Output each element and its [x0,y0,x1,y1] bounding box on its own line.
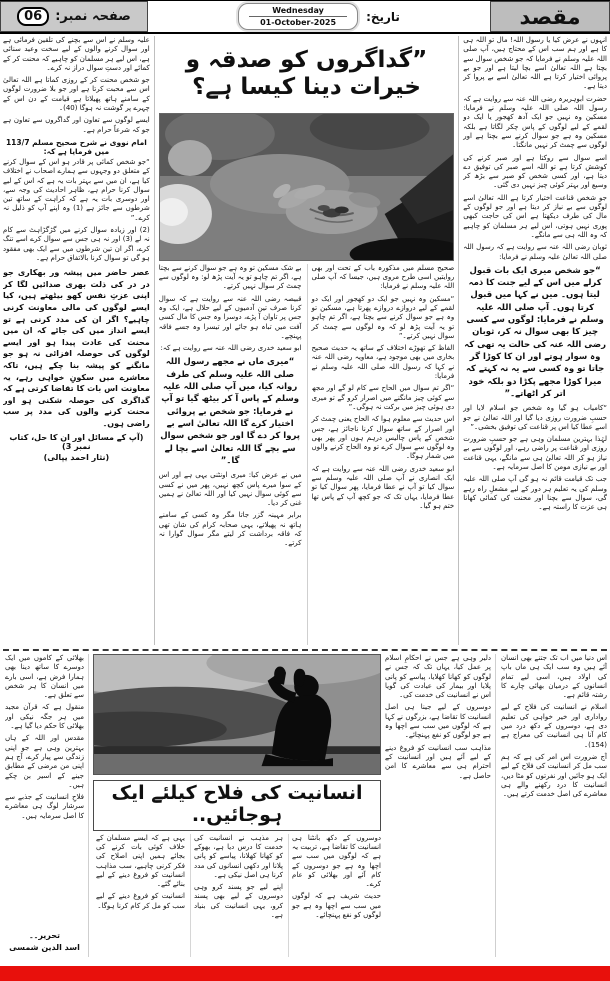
hadith-intro: ثوبان رضی اللہ عنہ سے روایت ہے کہ رسول اللہ صلی اللہ تعالیٰ علیہ وسلم نے فرمایا: [463,243,607,261]
article1-center [159,36,455,645]
body-paragraph: دوسروں کے دکھ بانٹنا ہی انسانیت کا تقاضا ہے، تربیت یہ ہے کہ لوگوں میں سب سے اچھا وہ ہے جو دوسروں کے کام آئے اور بھلائی کو عام کرے۔ [292,833,381,889]
sharh-muslim-reference: امام نووی نے شرح صحیح مسلم 113/7 میں فرمایا ہے کہ: [5,137,147,156]
article2 [0,654,610,957]
body-paragraph: حضرت ابوہریرہ رضی اللہ عنہ سے روایت ہے کہ رسول اللہ صلی اللہ علیہ وسلم نے فرمایا: مسکین وہ نہیں جو ایک آدھ کھجور یا ایک دو لقمے کے لیے لوگوں کے پاس چکر لگاتا ہے بلکہ مسکین وہ ہے جو سوال کرنے سے بچتا ہے اور لوگوں سے چمٹ کر نہیں مانگتا۔ [463,94,607,150]
body-paragraph: جب تک قیامت قائم نہ ہو گی آپ صلی اللہ علیہ وسلم کی یہ تعلیم ہر دور کے لیے مشعلِ راہ رہے گی، سوال سے بچنا اور محنت کی کمائی کھانا ہی عزت کا راستہ ہے۔ [463,475,607,512]
article2-photo [93,654,381,775]
article1-photo [159,113,455,261]
body-paragraph: الفاظ کے تھوڑے اختلاف کے ساتھ یہ حدیث صحیح بخاری میں بھی موجود ہے، معاویہ رضی اللہ عنہ نے کہا کہ رسول اللہ صلی اللہ علیہ وسلم نے فرمایا: [311,344,455,381]
body-paragraph: جو شخص قناعت اختیار کرتا ہے اللہ تعالیٰ اسے لوگوں سے بے نیاز کر دیتا ہے اور جو لوگوں کے مال کی طرف دیکھتا ہے اس کی حاجت کبھی پوری نہیں ہوتی، اس لیے ہر مسلمان کو چاہیے کہ وہ اللہ ہی سے مانگے۔ [463,193,607,239]
article1-col-left [3,36,155,645]
body-paragraph: اپنے لیے جو پسند کرو وہی دوسروں کے لیے بھی پسند کرو، یہی انسانیت کی بنیاد ہے۔ [194,883,283,920]
article2-col-right1 [501,654,607,957]
body-paragraph: میں نے عرض کیا: میری اونٹنی یہی ہے اور اس کے سوا میرے پاس کچھ نہیں، پھر میں نے کسی سے کوئی سوال نہیں کیا اور اللہ تعالیٰ نے ہمیں غنی کر دیا۔ [158,471,302,508]
article-divider-dashed [3,649,607,651]
article1-col-mid-left-rest [159,471,302,548]
article1-col-mid-right [307,264,455,645]
article2-col-bottom3 [93,834,185,957]
date-text: 01-October-2025 [260,18,337,27]
body-paragraph: اس حدیث سے معلوم ہوا کہ الحاح یعنی چمٹ کر اور اصرار کے ساتھ سوال کرنا ناجائز ہے، جس شخص کے پاس چالیس درہم ہوں اور پھر بھی وہ لوگوں سے سوال کرے تو وہ الحاح کرنے والوں میں شمار ہوگا۔ [311,415,455,461]
sharh-muslim-quote: “جو شخص کمائی پر قادر ہو اس کے سوال کرنے کے متعلق دو وجہوں سے ہمارے اصحاب نے اختلاف کیا ہے، ان میں سے بہتر بات یہ ہے کہ اس کے لیے سوال کرنا حرام ہے، ظاہر احادیث کی وجہ سے، اور دوسری بات یہ ہے کہ کراہت کے ساتھ تین شرطوں سے جائز ہے (1) وہ اپنے آپ کو ذلیل نہ کرے۔” [3,157,150,222]
article1-col-mid-left [159,264,302,645]
body-paragraph: (2) اور زیادہ سوال کرنے میں گڑگڑاہٹ سے کام نہ لے (3) اور نہ ہی جس سے سوال کرے اسے تنگ کرے، اگر ان تین شرطوں میں سے ایک بھی مفقود ہو گی تو سوال کرنا بالاتفاق حرام ہے۔ [3,226,150,262]
body-paragraph: “اگر تم سوال میں الحاح سے کام لو گے اور مجھ سے کوئی چیز مانگنے میں اصرار کرو گے تو میری دی ہوئی چیز میں برکت نہ ہوگی۔” [311,384,455,411]
article2-col-bottom3-paras [96,834,185,911]
body-paragraph: اس دنیا میں اب تک جتنے بھی انسان آئے ہیں وہ سب ایک ہی ماں باپ کی اولاد ہیں، اسی لیے تمام انسانوں کے درمیان بھائی چارے کا رشتہ قائم ہے۔ [501,654,607,700]
body-paragraph: ہر مذہب نے انسانیت کی خدمت کا درس دیا ہے، بھوکے کو کھانا کھلانا، پیاسے کو پانی پلانا اور دکھی انسانوں کی مدد کرنا ہی اصل نیکی ہے۔ [194,833,283,879]
article2-col-bottom2 [190,834,283,957]
article2-col-bottom1-paras [292,834,381,921]
body-paragraph: برابر مہینہ گزر جاتا مگر وہ کسی کے سامنے ہاتھ نہ پھیلاتے، یہی صحابہ کرام کی شان تھی کہ فاقہ برداشت کر لیتے مگر سوال گوارا نہ کرتے۔ [158,511,302,548]
article2-col-right2-paras [385,654,491,781]
bottom-red-bar [0,966,610,981]
article1-col-mid-right-paras [312,264,455,511]
paper-logo-text: مقصد [519,4,581,29]
author-signature [5,930,84,957]
date-area [148,1,490,32]
article1-col-right [458,36,607,645]
body-paragraph: آج ضرورت اس امر کی ہے کہ ہم سب مل کر انسانیت کی فلاح کے لیے ایک ہو جائیں اور نفرتوں کو مٹا دیں، انسانیت کا درد رکھنے والے ہی معاشرے کی اصل خدمت کرتے ہیں۔ [501,752,607,799]
article2-col-left [5,654,89,957]
article1-col-left-lead [3,36,150,135]
article2-bottom-columns [93,834,381,957]
praying-silhouette-photo-svg [94,655,380,774]
body-paragraph: یہی ہے کہ ایسے مسلمان کے خلاف کوئی بات کرنے کی بجائے ہمیں اپنی اصلاح کی فکر کرنی چاہیے، سب مذاہب انسانیت کو فروغ دینے کے لیے بنائے گئے۔ [96,833,185,889]
hadith-quote-block: “جو شخص میری ایک بات قبول کرلے میں اس کے لیے جنت کا ذمہ لیتا ہوں۔ میں نے کہا میں قبول کرتا ہوں۔ آپ صلی اللہ علیہ وسلم نے فرمایا: لوگوں سے کسی چیز کا بھی سوال نہ کر، ثوبان رضی اللہ عنہ کی حالت یہ تھی کہ وہ سوار ہوتے اور ان کا کوڑا گر جاتا تو وہ کسی سے یہ نہ کہتے کہ میرا کوڑا مجھے پکڑا دو بلکہ خود اتر کر اٹھاتے۔” [464,265,607,399]
article2-col-left-paras [5,654,84,824]
article2-right-columns [385,654,607,957]
body-paragraph: ابو سعید خدری رضی اللہ عنہ سے روایت ہے کہ ایک انصاری نے آپ صلی اللہ علیہ وسلم سے سوال کیا تو آپ نے عطا فرمایا، پھر سوال کیا تو عطا فرمایا، یہاں تک کہ جو کچھ آپ کے پاس تھا ختم ہو گیا۔ [311,464,455,510]
body-paragraph: دوسروں کے لیے جینا ہی اصل انسانیت کا تقاضا ہے، بزرگوں نے کہا ہے کہ لوگوں میں سب سے اچھا وہ ہے جو لوگوں کو نفع پہنچائے۔ [385,703,491,740]
article2-col-right2 [385,654,496,957]
article1-col-right-rest [463,404,607,512]
editorial-bold-block: عصر حاضر میں پیشہ ور بھکاری جو در در کی ذلت بھری صدائیں لگا کر اپنی عزتِ نفس کھو بیٹھتے ہیں، کیا ایسے لوگوں کی مالی معاونت کرنی چاہیے؟ اگر ان کی مدد کرنی ہے تو ایسے انداز میں کی جائے کہ ان میں محنت کی عادت پیدا ہو اور ایسے لوگوں کی حوصلہ افزائی نہ ہو جو مانگنے کو پیشہ بنا چکے ہیں، تاکہ معاشرے میں سکونِ خواہی رہے، یہ معاونت اس بات کا تقاضا کرتی ہے کہ گداگری کی حوصلہ شکنی ہو اور محنت کرنے والوں کی مدد پر سب راضی ہوں۔ [3,268,150,428]
body-paragraph: علیہ وسلم نے اس سے بچنے کی تلقین فرمائی ہے اور سوال کرنے والوں کے لیے سخت وعید سنائی ہے، اس لیے ہر مسلمان کو چاہیے کہ محنت کر کے کمائے اور دستِ سوال دراز نہ کرے۔ [3,36,150,72]
body-paragraph: قبیصہ رضی اللہ عنہ سے روایت ہے کہ سوال کرنا صرف تین آدمیوں کے لیے حلال ہے، ایک وہ جس پر تاوان آ پڑے، دوسرا وہ جس کا مال کسی آفت میں تباہ ہو جائے اور تیسرا وہ جسے فاقہ پہنچے۔ [158,294,302,340]
body-paragraph: لہٰذا بہترین مسلمان وہی ہے جو حسبِ ضرورت روزی اور قناعت پر راضی رہے، اور لوگوں سے بے نیاز ہو کر اللہ تعالیٰ ہی سے مانگے، یہی قناعت اور بے نیازی مومن کا اصل سرمایہ ہے۔ [463,435,607,472]
article2-center [93,654,381,957]
body-paragraph: جو شخص محنت کر کے روزی کماتا ہے اللہ تعالیٰ اس سے محبت کرتا ہے اور جو بلا ضرورت لوگوں کے سامنے ہاتھ پھیلاتا ہے قیامت کے دن اس کے چہرے پر گوشت نہ ہوگا (40)۔ [3,76,150,113]
article1-col-mid-left-lead [159,264,302,354]
article2-col-right1-paras [501,654,607,799]
article1-col-left-afterref [3,226,150,263]
page-number-box [0,1,148,32]
article1 [0,34,610,645]
signature-label: تحریر۔۔ [28,931,61,940]
hadith-quote-block-2: “میری ماں نے مجھے رسول اللہ صلی اللہ علیہ وسلم کی طرف روانہ کیا، میں آپ صلی اللہ علیہ وسلم کے پاس آ کر بیٹھ گیا تو آپ نے فرمایا: جو شخص بے پروائی اختیار کرے گا اللہ تعالیٰ اسے بے پروا کر دے گا اور جو شخص سوال سے بچے گا اللہ تعالیٰ اسے بچا لے گا۔” [160,357,300,466]
book-credit: (آپ کے مسائل اور ان کا حل، کتاب نمبر 3) [9,432,144,451]
paper-logo [490,1,610,32]
body-paragraph: اسلام نے انسانیت کی فلاح کے لیے رواداری اور خیر خواہی کی تعلیم دی ہے، دوسروں کے دکھ درد میں کام آنا ہی انسانیت کی معراج ہے (154)۔ [501,703,607,749]
body-paragraph: ایسے لوگوں سے تعاون اور گداگروں سے تعاون ہے جو کہ شرعاً حرام ہے۔ [3,116,150,134]
body-paragraph: منقول ہے کہ قرآن مجید میں ہر جگہ نیکی اور بھلائی کا حکم دیا گیا ہے۔ [5,703,84,731]
publisher-credit: (نثار احمد یپالی) [43,452,110,462]
page-number-label: صفحہ نمبر: [55,9,131,24]
body-paragraph: مذاہب سب انسانیت کو فروغ دینے کے لیے آئے ہیں اور انسانیت کے احترام ہی سے معاشرے کا امن حاصل ہے۔ [385,743,491,780]
article2-col-bottom2-paras [194,834,283,921]
body-paragraph: اسے سوال سے روکتا ہے اور صبر کرنے کی کوشش کرتا ہے تو اللہ اسے صبر کی توفیق دے دیتا ہے، اور کسی شخص کو صبر سے بڑھ کر وسیع اور بہتر کوئی چیز نہیں دی گئی۔ [463,153,607,190]
body-paragraph: انہوں نے عرض کیا یا رسول اللہ! مال تو اللہ ہی کا ہے اور ہم سب اس کے محتاج ہیں، آپ صلی اللہ علیہ وسلم نے فرمایا کہ جو شخص سوال سے بچتا ہے اللہ تعالیٰ اسے بچا لیتا ہے اور جو بے پروائی اختیار کرتا ہے اللہ تعالیٰ اسے بے پروا کر دیتا ہے۔ [463,36,607,91]
body-paragraph: ابو سعید خدری رضی اللہ عنہ سے روایت ہے کہ: [160,344,302,353]
date-pill [238,3,358,30]
body-paragraph: صحیح مسلم میں مذکورہ باب کے تحت اور بھی روایتیں اسی طرح مروی ہیں، جیسا کہ آپ صلی اللہ علیہ وسلم نے فرمایا: [311,263,455,291]
body-paragraph: فلاحِ انسانیت کے جذبے سے سرشار لوگ ہی معاشرے کا اصل سرمایہ ہیں۔ [5,793,84,820]
body-paragraph: “کامیاب ہو گیا وہ شخص جو اسلام لایا اور حسبِ ضرورت روزی دیا گیا اور اللہ تعالیٰ نے جو اسے عطا کیا اس پر قناعت کی توفیق بخشی۔” [463,404,607,431]
article1-headline: ”گداگروں کو صدقہ و خیرات دینا کیسا ہے؟ [185,46,428,101]
body-paragraph: “مسکین وہ نہیں جو ایک دو کھجور اور ایک دو لقمے کے لیے دروازے دروازے پھرتا ہے، مسکین تو وہ ہے جو سوال کرنے سے بچتا ہے، اگر تم چاہو تو یہ آیت پڑھ لو کہ وہ لوگوں سے چمٹ کر سوال نہیں کرتے۔” [311,294,455,340]
article2-col-bottom1 [288,834,381,957]
begging-hand-photo-svg [160,114,454,260]
article2-headline: انسانیت کی فلاح کیلئے ایک ہوجائیں.. [93,780,381,831]
body-paragraph: انسانیت کو فروغ دینے کے لیے سب کو مل کر کام کرنا ہوگا۔ [96,892,185,910]
weekday-text: Wednesday [249,6,347,17]
page-number-badge: 06 [17,7,49,26]
body-paragraph: بے شک مسکین تو وہ ہے جو سوال کرنے سے بچتا ہے، اگر تم چاہو تو یہ آیت پڑھ لو: وہ لوگوں سے چمٹ کر سوال نہیں کرتے۔ [158,263,302,291]
article1-center-columns [159,264,455,645]
body-paragraph: مقدس اور اللہ کے ہاں بہترین وہی ہے جو اپنی زندگی سے پیار کرے، آج ہم اپنی من مرضی کے مطابق جینے کے اسیر بن چکے ہیں۔ [5,734,84,789]
masthead [0,0,610,34]
date-label: تاریخ: [366,9,400,24]
body-paragraph: بھلائی کے کاموں میں ایک دوسرے کا ساتھ دینا بھی ہمارا فرض ہے، اسی بارے میں انسان کا ہر شخص سے تعلق ہے۔ [5,654,84,700]
body-paragraph: دلیر وہی ہے جس نے احکامِ اسلام پر عمل کیا، یہاں تک کہ جس نے لوگوں کو کھانا کھلایا، پیاسے کو پانی پلایا اور بیمار کی عیادت کی گویا اس نے انسانیت کی خدمت کی۔ [385,654,491,700]
body-paragraph: حدیث شریف ہے کہ لوگوں میں سب سے اچھا وہ ہے جو لوگوں کو نفع پہنچائے۔ [292,892,381,920]
article1-col-right-lead [463,36,607,240]
signature-name: اسد الدین شمسی [9,943,80,952]
